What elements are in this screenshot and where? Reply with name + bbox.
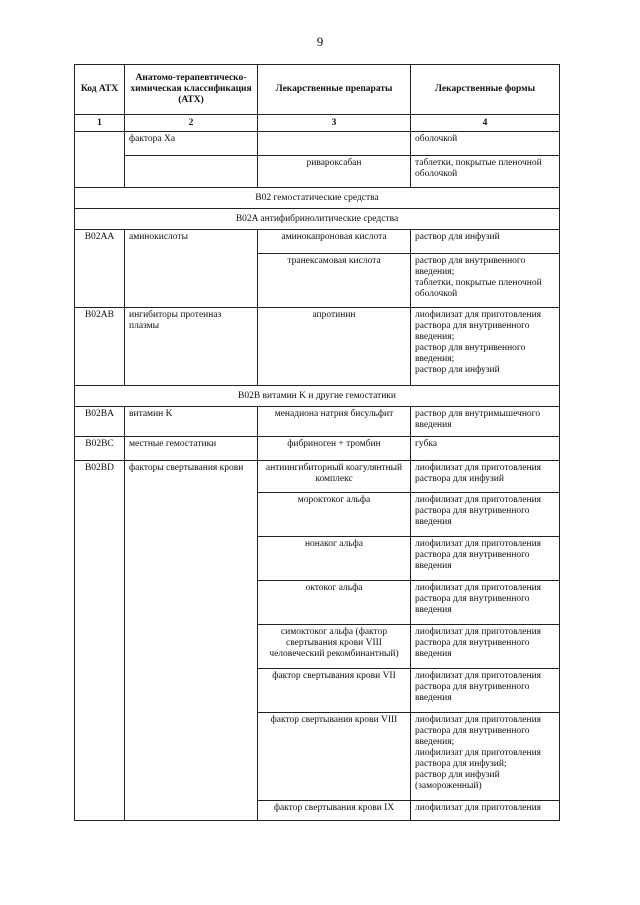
header-atc-class: Анатомо-терапевтическо-химическая классификация (АТХ) [125, 65, 258, 115]
table-row [75, 156, 560, 188]
code-cell: B02AA [75, 230, 125, 308]
section-row [75, 386, 560, 407]
table-row [75, 461, 560, 493]
section-row [75, 209, 560, 230]
code-cell: B02BC [75, 437, 125, 461]
class-cell: местные гемостатики [125, 437, 258, 461]
form-cell: лиофилизат для приготовления раствора для внутривенного введения; раствор для внутривенного введения; раствор для инфузий [411, 308, 560, 386]
class-cell: аминокислоты [125, 230, 258, 308]
code-cell: B02AB [75, 308, 125, 386]
form-cell: раствор для инфузий [411, 230, 560, 254]
form-cell: лиофилизат для приготовления [411, 801, 560, 821]
drug-cell: антиингибиторный коагулянтный комплекс [258, 461, 411, 493]
table-row [75, 308, 560, 386]
drug-cell: фактор свертывания крови VII [258, 669, 411, 713]
drug-cell: фактор свертывания крови IX [258, 801, 411, 821]
drug-cell: нонаког альфа [258, 537, 411, 581]
section-row [75, 188, 560, 209]
class-cell: ингибиторы протеиназ плазмы [125, 308, 258, 386]
code-cell: B02BA [75, 407, 125, 437]
code-cell: B02BD [75, 461, 125, 821]
form-cell: лиофилизат для приготовления раствора для внутривенного введения; лиофилизат для приготовления раствора для инфузий; раствор для инфузий (замороженный) [411, 713, 560, 801]
drug-cell: фактор свертывания крови VIII [258, 713, 411, 801]
column-number-row [75, 115, 560, 132]
form-cell: лиофилизат для приготовления раствора для внутривенного введения [411, 537, 560, 581]
page-number: 9 [316, 34, 324, 49]
form-cell: лиофилизат для приготовления раствора для инфузий [411, 461, 560, 493]
form-cell: оболочкой [411, 132, 560, 156]
form-cell: таблетки, покрытые пленочной оболочкой [411, 156, 560, 188]
col-num-1: 1 [75, 115, 125, 132]
class-cell: факторы свертывания крови [125, 461, 258, 821]
form-cell: губка [411, 437, 560, 461]
form-cell: лиофилизат для приготовления раствора для внутривенного введения [411, 493, 560, 537]
section-title: B02A антифибринолитические средства [75, 209, 560, 230]
drug-cell [258, 132, 411, 156]
class-cell [125, 156, 258, 188]
drug-table [74, 64, 560, 821]
drug-cell: октоког альфа [258, 581, 411, 625]
section-title: B02 гемостатические средства [75, 188, 560, 209]
section-title: B02B витамин K и другие гемостатики [75, 386, 560, 407]
drug-cell: апротинин [258, 308, 411, 386]
drug-cell: фибриноген + тромбин [258, 437, 411, 461]
drug-cell: симоктоког альфа (фактор свертывания крови VIII человеческий рекомбинантный) [258, 625, 411, 669]
table-row [75, 407, 560, 437]
form-cell: лиофилизат для приготовления раствора для внутривенного введения [411, 581, 560, 625]
class-cell: витамин K [125, 407, 258, 437]
drug-cell: мороктоког альфа [258, 493, 411, 537]
form-cell: лиофилизат для приготовления раствора для внутривенного введения [411, 625, 560, 669]
col-num-3: 3 [258, 115, 411, 132]
header-code: Код АТХ [75, 65, 125, 115]
header-drugs: Лекарственные препараты [258, 65, 411, 115]
col-num-4: 4 [411, 115, 560, 132]
code-cell [75, 132, 125, 188]
drug-cell: ривароксабан [258, 156, 411, 188]
drug-cell: менадиона натрия бисульфит [258, 407, 411, 437]
header-row [75, 65, 560, 115]
col-num-2: 2 [125, 115, 258, 132]
drug-cell: аминокапроновая кислота [258, 230, 411, 254]
form-cell: лиофилизат для приготовления раствора для внутривенного введения [411, 669, 560, 713]
class-cell: фактора Ха [125, 132, 258, 156]
form-cell: раствор для внутривенного введения; таблетки, покрытые пленочной оболочкой [411, 254, 560, 308]
table-row [75, 230, 560, 254]
table-row [75, 132, 560, 156]
drug-cell: транексамовая кислота [258, 254, 411, 308]
table-row [75, 437, 560, 461]
form-cell: раствор для внутримышечного введения [411, 407, 560, 437]
header-forms: Лекарственные формы [411, 65, 560, 115]
